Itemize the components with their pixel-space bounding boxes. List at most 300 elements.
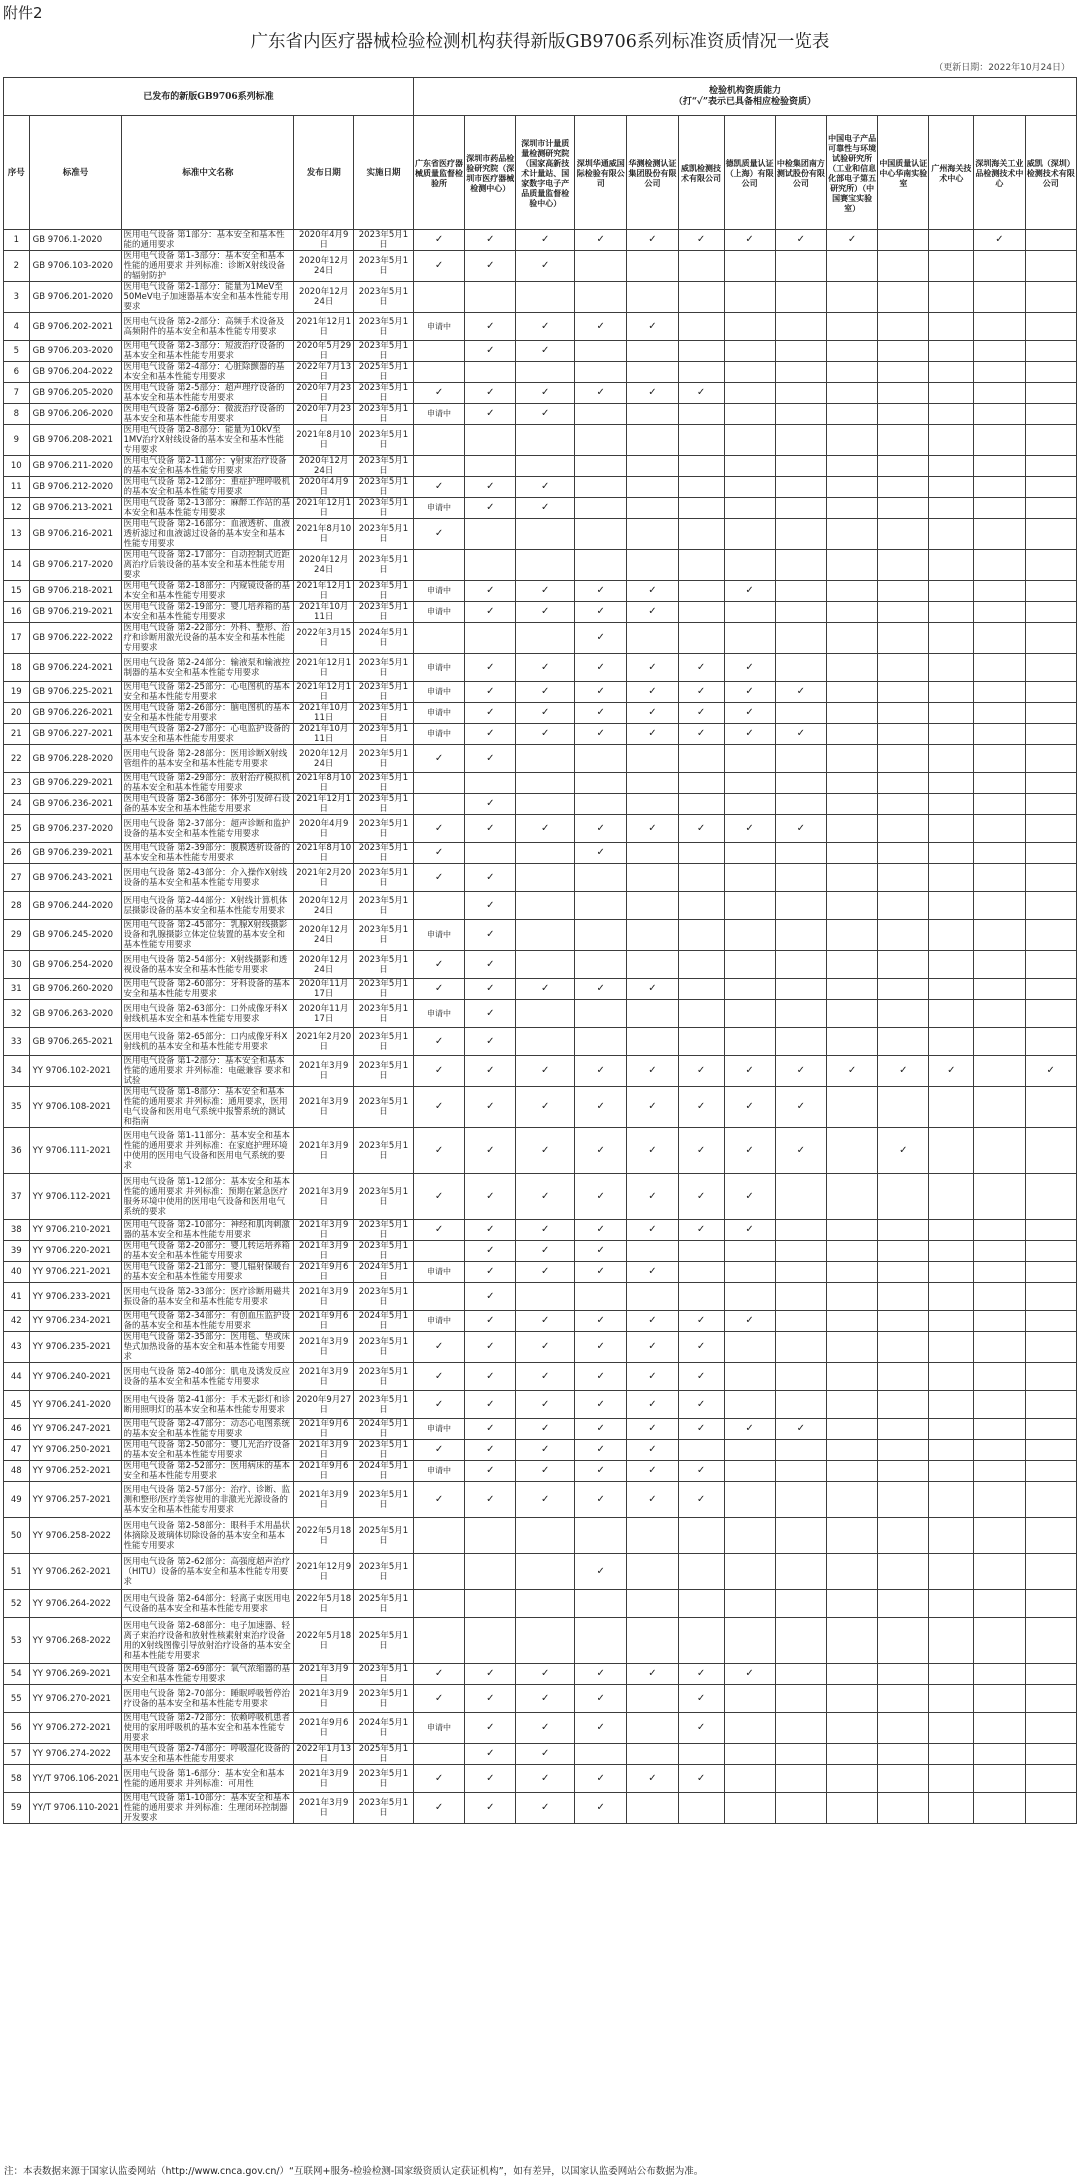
empty-cell bbox=[775, 1174, 826, 1220]
check-mark: ✓ bbox=[413, 251, 464, 282]
empty-cell bbox=[826, 1391, 877, 1419]
check-mark: ✓ bbox=[678, 1664, 724, 1685]
empty-cell bbox=[575, 920, 627, 951]
empty-cell bbox=[627, 1590, 678, 1618]
empty-cell bbox=[929, 251, 974, 282]
empty-cell bbox=[826, 1419, 877, 1440]
pub-date-cell: 2021年9月6日 bbox=[294, 1419, 354, 1440]
check-mark: ✓ bbox=[413, 745, 464, 773]
check-mark: ✓ bbox=[413, 383, 464, 404]
empty-cell bbox=[575, 425, 627, 456]
empty-cell bbox=[929, 1174, 974, 1220]
table-row bbox=[4, 920, 1077, 951]
empty-cell bbox=[678, 1590, 724, 1618]
check-mark: ✓ bbox=[413, 477, 464, 498]
check-mark: ✓ bbox=[627, 313, 678, 341]
check-mark: ✓ bbox=[516, 703, 575, 724]
check-mark: ✓ bbox=[413, 1685, 464, 1713]
lab-column-header: 华测检测认证集团股份有限公司 bbox=[627, 116, 678, 230]
empty-cell bbox=[929, 498, 974, 519]
table-row bbox=[4, 581, 1077, 602]
empty-cell bbox=[775, 456, 826, 477]
empty-cell bbox=[775, 1363, 826, 1391]
pub-date-cell: 2021年12月1日 bbox=[294, 313, 354, 341]
std-no-cell: GB 9706.1-2020 bbox=[29, 230, 122, 251]
check-mark: ✓ bbox=[678, 1128, 724, 1174]
seq-cell: 52 bbox=[4, 1590, 30, 1618]
seq-cell: 34 bbox=[4, 1056, 30, 1087]
empty-cell bbox=[724, 519, 775, 550]
empty-cell bbox=[775, 654, 826, 682]
empty-cell bbox=[929, 1241, 974, 1262]
empty-cell bbox=[775, 1262, 826, 1283]
pub-date-cell: 2021年3月9日 bbox=[294, 1283, 354, 1311]
empty-cell bbox=[413, 425, 464, 456]
std-name-cell: 医用电气设备 第2-36部分：体外引发碎石设备的基本安全和基本性能专用要求 bbox=[122, 794, 294, 815]
check-mark: ✓ bbox=[575, 1332, 627, 1363]
empty-cell bbox=[974, 1056, 1025, 1087]
empty-cell bbox=[575, 892, 627, 920]
empty-cell bbox=[724, 425, 775, 456]
applying-mark: 申请中 bbox=[413, 1262, 464, 1283]
std-no-cell: GB 9706.218-2021 bbox=[29, 581, 122, 602]
pub-date-cell: 2021年3月9日 bbox=[294, 1220, 354, 1241]
empty-cell bbox=[678, 404, 724, 425]
check-mark: ✓ bbox=[465, 979, 516, 1000]
lab-column-header: 广州海关技术中心 bbox=[929, 116, 974, 230]
empty-cell bbox=[929, 1087, 974, 1128]
seq-cell: 4 bbox=[4, 313, 30, 341]
empty-cell bbox=[775, 1332, 826, 1363]
std-name-cell: 医用电气设备 第2-64部分：轻离子束医用电气设备的基本安全和基本性能专用要求 bbox=[122, 1590, 294, 1618]
empty-cell bbox=[516, 282, 575, 313]
empty-cell bbox=[724, 1461, 775, 1482]
pub-date-cell: 2020年12月24日 bbox=[294, 282, 354, 313]
pub-date-cell: 2021年12月1日 bbox=[294, 682, 354, 703]
empty-cell bbox=[627, 864, 678, 892]
std-name-cell: 医用电气设备 第2-68部分：电子加速器、轻离子束治疗设备和放射性核素射束治疗设备用的X射线图像引导放射治疗设备的基本安全和基本性能专用要求 bbox=[122, 1618, 294, 1664]
table-row bbox=[4, 1793, 1077, 1824]
empty-cell bbox=[1025, 1174, 1077, 1220]
empty-cell bbox=[775, 341, 826, 362]
impl-date-cell: 2023年5月1日 bbox=[354, 1440, 414, 1461]
empty-cell bbox=[678, 1744, 724, 1765]
check-mark: ✓ bbox=[575, 1461, 627, 1482]
page-title: 广东省内医疗器械检验检测机构获得新版GB9706系列标准资质情况一览表 bbox=[250, 32, 830, 52]
seq-cell: 19 bbox=[4, 682, 30, 703]
std-no-cell: YY 9706.258-2022 bbox=[29, 1518, 122, 1554]
empty-cell bbox=[627, 843, 678, 864]
empty-cell bbox=[929, 843, 974, 864]
empty-cell bbox=[878, 1461, 929, 1482]
check-mark: ✓ bbox=[775, 682, 826, 703]
check-mark: ✓ bbox=[516, 404, 575, 425]
check-mark: ✓ bbox=[465, 1241, 516, 1262]
check-mark: ✓ bbox=[465, 1128, 516, 1174]
empty-cell bbox=[1025, 1419, 1077, 1440]
empty-cell bbox=[724, 1262, 775, 1283]
empty-cell bbox=[1025, 313, 1077, 341]
seq-cell: 36 bbox=[4, 1128, 30, 1174]
seq-cell: 7 bbox=[4, 383, 30, 404]
empty-cell bbox=[775, 1793, 826, 1824]
empty-cell bbox=[575, 251, 627, 282]
empty-cell bbox=[678, 843, 724, 864]
empty-cell bbox=[413, 623, 464, 654]
impl-date-cell: 2023年5月1日 bbox=[354, 1664, 414, 1685]
empty-cell bbox=[1025, 920, 1077, 951]
empty-cell bbox=[826, 519, 877, 550]
seq-cell: 27 bbox=[4, 864, 30, 892]
check-mark: ✓ bbox=[465, 1419, 516, 1440]
empty-cell bbox=[516, 550, 575, 581]
check-mark: ✓ bbox=[413, 1765, 464, 1793]
empty-cell bbox=[929, 1128, 974, 1174]
seq-cell: 31 bbox=[4, 979, 30, 1000]
check-mark: ✓ bbox=[516, 724, 575, 745]
check-mark: ✓ bbox=[575, 602, 627, 623]
empty-cell bbox=[1025, 362, 1077, 383]
check-mark: ✓ bbox=[724, 1664, 775, 1685]
empty-cell bbox=[678, 1000, 724, 1028]
empty-cell bbox=[929, 1554, 974, 1590]
empty-cell bbox=[878, 815, 929, 843]
empty-cell bbox=[1025, 892, 1077, 920]
empty-cell bbox=[878, 1554, 929, 1590]
empty-cell bbox=[516, 1518, 575, 1554]
empty-cell bbox=[929, 1000, 974, 1028]
empty-cell bbox=[878, 1391, 929, 1419]
check-mark: ✓ bbox=[516, 313, 575, 341]
empty-cell bbox=[826, 773, 877, 794]
check-mark: ✓ bbox=[627, 1332, 678, 1363]
seq-cell: 39 bbox=[4, 1241, 30, 1262]
empty-cell bbox=[826, 654, 877, 682]
check-mark: ✓ bbox=[516, 682, 575, 703]
std-name-cell: 医用电气设备 第2-47部分：动态心电图系统的基本安全和基本性能专用要求 bbox=[122, 1419, 294, 1440]
pub-date-cell: 2021年8月10日 bbox=[294, 843, 354, 864]
empty-cell bbox=[826, 623, 877, 654]
empty-cell bbox=[627, 1793, 678, 1824]
empty-cell bbox=[826, 1311, 877, 1332]
check-mark: ✓ bbox=[413, 1332, 464, 1363]
empty-cell bbox=[974, 979, 1025, 1000]
applying-mark: 申请中 bbox=[413, 404, 464, 425]
empty-cell bbox=[826, 1128, 877, 1174]
check-mark: ✓ bbox=[627, 1391, 678, 1419]
impl-date-cell: 2023年5月1日 bbox=[354, 703, 414, 724]
check-mark: ✓ bbox=[878, 1056, 929, 1087]
table-row bbox=[4, 425, 1077, 456]
empty-cell bbox=[826, 1262, 877, 1283]
std-no-cell: GB 9706.260-2020 bbox=[29, 979, 122, 1000]
empty-cell bbox=[627, 251, 678, 282]
empty-cell bbox=[627, 1000, 678, 1028]
std-name-cell: 医用电气设备 第2-12部分：重症护理呼吸机的基本安全和基本性能专用要求 bbox=[122, 477, 294, 498]
check-mark: ✓ bbox=[724, 230, 775, 251]
pub-date-cell: 2021年3月9日 bbox=[294, 1363, 354, 1391]
std-name-cell: 医用电气设备 第2-28部分：医用诊断X射线管组件的基本安全和基本性能专用要求 bbox=[122, 745, 294, 773]
applying-mark: 申请中 bbox=[413, 920, 464, 951]
empty-cell bbox=[775, 1713, 826, 1744]
std-no-cell: GB 9706.216-2021 bbox=[29, 519, 122, 550]
applying-mark: 申请中 bbox=[413, 703, 464, 724]
empty-cell bbox=[878, 1220, 929, 1241]
empty-cell bbox=[878, 602, 929, 623]
check-mark: ✓ bbox=[627, 383, 678, 404]
empty-cell bbox=[575, 745, 627, 773]
impl-date-cell: 2025年5月1日 bbox=[354, 1590, 414, 1618]
check-mark: ✓ bbox=[678, 724, 724, 745]
impl-date-cell: 2023年5月1日 bbox=[354, 794, 414, 815]
seq-cell: 13 bbox=[4, 519, 30, 550]
empty-cell bbox=[775, 623, 826, 654]
empty-cell bbox=[627, 404, 678, 425]
check-mark: ✓ bbox=[627, 1440, 678, 1461]
empty-cell bbox=[929, 477, 974, 498]
pub-date-cell: 2021年10月11日 bbox=[294, 602, 354, 623]
seq-cell: 12 bbox=[4, 498, 30, 519]
empty-cell bbox=[974, 519, 1025, 550]
std-name-cell: 医用电气设备 第2-29部分：放射治疗模拟机的基本安全和基本性能专用要求 bbox=[122, 773, 294, 794]
impl-date-cell: 2024年5月1日 bbox=[354, 1713, 414, 1744]
empty-cell bbox=[724, 383, 775, 404]
empty-cell bbox=[974, 1482, 1025, 1518]
check-mark: ✓ bbox=[465, 864, 516, 892]
empty-cell bbox=[974, 1461, 1025, 1482]
std-name-cell: 医用电气设备 第1部分：基本安全和基本性能的通用要求 bbox=[122, 230, 294, 251]
impl-date-cell: 2024年5月1日 bbox=[354, 623, 414, 654]
empty-cell bbox=[929, 1220, 974, 1241]
impl-date-cell: 2023年5月1日 bbox=[354, 951, 414, 979]
pub-date-cell: 2020年9月27日 bbox=[294, 1391, 354, 1419]
lab-column-header: 中国电子产品可靠性与环境试验研究所（工业和信息化部电子第五研究所）（中国赛宝实验室） bbox=[826, 116, 877, 230]
empty-cell bbox=[678, 1440, 724, 1461]
empty-cell bbox=[1025, 1793, 1077, 1824]
empty-cell bbox=[627, 1241, 678, 1262]
table-row bbox=[4, 1174, 1077, 1220]
table-row bbox=[4, 477, 1077, 498]
empty-cell bbox=[974, 1793, 1025, 1824]
empty-cell bbox=[929, 230, 974, 251]
empty-cell bbox=[627, 773, 678, 794]
empty-cell bbox=[775, 313, 826, 341]
impl-date-cell: 2023年5月1日 bbox=[354, 550, 414, 581]
std-name-cell: 医用电气设备 第2-72部分：依赖呼吸机患者使用的家用呼吸机的基本安全和基本性能专用要求 bbox=[122, 1713, 294, 1744]
empty-cell bbox=[627, 1283, 678, 1311]
empty-cell bbox=[974, 1518, 1025, 1554]
std-no-cell: YY 9706.210-2021 bbox=[29, 1220, 122, 1241]
published-standards-group-header: 已发布的新版GB9706系列标准 bbox=[4, 78, 414, 116]
check-mark: ✓ bbox=[516, 1087, 575, 1128]
check-mark: ✓ bbox=[413, 1174, 464, 1220]
empty-cell bbox=[974, 1283, 1025, 1311]
empty-cell bbox=[724, 979, 775, 1000]
check-mark: ✓ bbox=[516, 1262, 575, 1283]
std-no-cell: YY 9706.112-2021 bbox=[29, 1174, 122, 1220]
check-mark: ✓ bbox=[575, 1440, 627, 1461]
empty-cell bbox=[929, 1311, 974, 1332]
pub-date-cell: 2021年2月20日 bbox=[294, 1028, 354, 1056]
seq-cell: 25 bbox=[4, 815, 30, 843]
empty-cell bbox=[826, 1174, 877, 1220]
empty-cell bbox=[413, 1744, 464, 1765]
check-mark: ✓ bbox=[465, 654, 516, 682]
std-no-cell: YY 9706.241-2020 bbox=[29, 1391, 122, 1419]
empty-cell bbox=[1025, 383, 1077, 404]
empty-cell bbox=[974, 1000, 1025, 1028]
check-mark: ✓ bbox=[678, 1363, 724, 1391]
check-mark: ✓ bbox=[465, 1793, 516, 1824]
table-row bbox=[4, 1664, 1077, 1685]
empty-cell bbox=[826, 477, 877, 498]
empty-cell bbox=[775, 892, 826, 920]
std-name-cell: 医用电气设备 第2-69部分：氧气浓缩器的基本安全和基本性能专用要求 bbox=[122, 1664, 294, 1685]
empty-cell bbox=[974, 1419, 1025, 1440]
std-no-cell: YY 9706.220-2021 bbox=[29, 1241, 122, 1262]
pub-date-column-header: 发布日期 bbox=[294, 116, 354, 230]
check-mark: ✓ bbox=[627, 654, 678, 682]
empty-cell bbox=[775, 1590, 826, 1618]
empty-cell bbox=[575, 456, 627, 477]
empty-cell bbox=[678, 1618, 724, 1664]
check-mark: ✓ bbox=[775, 1056, 826, 1087]
empty-cell bbox=[678, 892, 724, 920]
empty-cell bbox=[878, 1419, 929, 1440]
check-mark: ✓ bbox=[516, 1128, 575, 1174]
impl-date-cell: 2023年5月1日 bbox=[354, 404, 414, 425]
std-no-cell: GB 9706.204-2022 bbox=[29, 362, 122, 383]
impl-date-cell: 2023年5月1日 bbox=[354, 654, 414, 682]
empty-cell bbox=[878, 1664, 929, 1685]
empty-cell bbox=[826, 1363, 877, 1391]
empty-cell bbox=[775, 404, 826, 425]
check-mark: ✓ bbox=[465, 794, 516, 815]
table-row bbox=[4, 362, 1077, 383]
std-no-cell: YY 9706.268-2022 bbox=[29, 1618, 122, 1664]
empty-cell bbox=[627, 794, 678, 815]
pub-date-cell: 2021年8月10日 bbox=[294, 773, 354, 794]
empty-cell bbox=[465, 425, 516, 456]
empty-cell bbox=[678, 519, 724, 550]
seq-cell: 10 bbox=[4, 456, 30, 477]
impl-date-cell: 2023年5月1日 bbox=[354, 724, 414, 745]
seq-cell: 26 bbox=[4, 843, 30, 864]
empty-cell bbox=[465, 362, 516, 383]
check-mark: ✓ bbox=[465, 1087, 516, 1128]
empty-cell bbox=[929, 1419, 974, 1440]
empty-cell bbox=[775, 282, 826, 313]
std-name-cell: 医用电气设备 第2-34部分：有创血压监护设备的基本安全和基本性能专用要求 bbox=[122, 1311, 294, 1332]
empty-cell bbox=[413, 794, 464, 815]
empty-cell bbox=[974, 425, 1025, 456]
check-mark: ✓ bbox=[826, 230, 877, 251]
check-mark: ✓ bbox=[516, 581, 575, 602]
empty-cell bbox=[929, 745, 974, 773]
empty-cell bbox=[413, 1618, 464, 1664]
table-row bbox=[4, 1482, 1077, 1518]
check-mark: ✓ bbox=[465, 1332, 516, 1363]
empty-cell bbox=[775, 498, 826, 519]
lab-column-header: 中检集团南方测试股份有限公司 bbox=[775, 116, 826, 230]
empty-cell bbox=[974, 1391, 1025, 1419]
empty-cell bbox=[826, 251, 877, 282]
std-no-column-header: 标准号 bbox=[29, 116, 122, 230]
empty-cell bbox=[1025, 1332, 1077, 1363]
seq-cell: 38 bbox=[4, 1220, 30, 1241]
empty-cell bbox=[1025, 1713, 1077, 1744]
pub-date-cell: 2021年3月9日 bbox=[294, 1087, 354, 1128]
pub-date-cell: 2021年8月10日 bbox=[294, 425, 354, 456]
seq-cell: 35 bbox=[4, 1087, 30, 1128]
empty-cell bbox=[929, 313, 974, 341]
check-mark: ✓ bbox=[575, 682, 627, 703]
empty-cell bbox=[724, 362, 775, 383]
check-mark: ✓ bbox=[627, 581, 678, 602]
empty-cell bbox=[878, 425, 929, 456]
empty-cell bbox=[974, 498, 1025, 519]
table-row bbox=[4, 1087, 1077, 1128]
empty-cell bbox=[878, 383, 929, 404]
std-name-cell: 医用电气设备 第2-11部分：γ射束治疗设备的基本安全和基本性能专用要求 bbox=[122, 456, 294, 477]
empty-cell bbox=[826, 362, 877, 383]
empty-cell bbox=[878, 341, 929, 362]
empty-cell bbox=[1025, 843, 1077, 864]
empty-cell bbox=[775, 1518, 826, 1554]
empty-cell bbox=[929, 1765, 974, 1793]
empty-cell bbox=[1025, 979, 1077, 1000]
empty-cell bbox=[826, 1590, 877, 1618]
empty-cell bbox=[929, 581, 974, 602]
empty-cell bbox=[516, 1618, 575, 1664]
table-row bbox=[4, 1241, 1077, 1262]
empty-cell bbox=[1025, 1744, 1077, 1765]
empty-cell bbox=[724, 477, 775, 498]
empty-cell bbox=[826, 1518, 877, 1554]
empty-cell bbox=[826, 1618, 877, 1664]
empty-cell bbox=[878, 1618, 929, 1664]
empty-cell bbox=[775, 951, 826, 979]
empty-cell bbox=[974, 1087, 1025, 1128]
empty-cell bbox=[974, 1332, 1025, 1363]
empty-cell bbox=[974, 1440, 1025, 1461]
empty-cell bbox=[724, 341, 775, 362]
empty-cell bbox=[627, 1618, 678, 1664]
std-name-cell: 医用电气设备 第2-40部分：肌电及诱发反应设备的基本安全和基本性能专用要求 bbox=[122, 1363, 294, 1391]
empty-cell bbox=[575, 794, 627, 815]
empty-cell bbox=[413, 1518, 464, 1554]
empty-cell bbox=[929, 1664, 974, 1685]
std-no-cell: YY 9706.272-2021 bbox=[29, 1713, 122, 1744]
seq-cell: 40 bbox=[4, 1262, 30, 1283]
empty-cell bbox=[974, 251, 1025, 282]
lab-column-header: 深圳市计量质量检测研究院（国家高新技术计量站、国家数字电子产品质量监督检验中心） bbox=[516, 116, 575, 230]
empty-cell bbox=[974, 1241, 1025, 1262]
check-mark: ✓ bbox=[627, 682, 678, 703]
seq-cell: 42 bbox=[4, 1311, 30, 1332]
seq-cell: 51 bbox=[4, 1554, 30, 1590]
empty-cell bbox=[575, 1590, 627, 1618]
check-mark: ✓ bbox=[724, 703, 775, 724]
empty-cell bbox=[878, 498, 929, 519]
empty-cell bbox=[627, 1554, 678, 1590]
pub-date-cell: 2021年3月9日 bbox=[294, 1664, 354, 1685]
empty-cell bbox=[724, 1000, 775, 1028]
empty-cell bbox=[826, 892, 877, 920]
check-mark: ✓ bbox=[413, 1056, 464, 1087]
std-name-cell: 医用电气设备 第2-57部分：治疗、诊断、监测和整形/医疗美容使用的非激光光源设备的基本安全和基本性能专用要求 bbox=[122, 1482, 294, 1518]
empty-cell bbox=[465, 1618, 516, 1664]
